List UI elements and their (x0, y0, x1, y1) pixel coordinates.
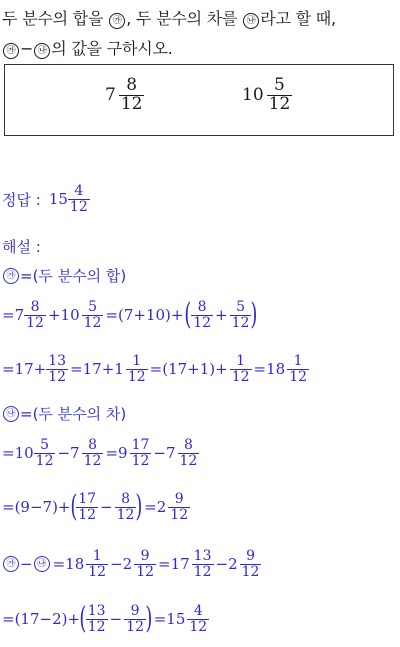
sum-title: =(두 분수의 합) (20, 267, 127, 285)
circle-ga-symbol: ㉮ (3, 43, 19, 59)
denominator: 12 (120, 93, 143, 114)
difference-step-2: =(9−7)+ ( $\frac{17}{12}$ − $\frac{8}{12}$ ) =2 $\frac{9}{12}$ (2, 489, 189, 525)
difference-title: =(두 분수의 차) (20, 405, 127, 423)
whole-part: 7 (105, 85, 116, 106)
sum-step-1: =7 $\frac{8}{12}$ +10 $\frac{5}{12}$ =(7+10)+ ( $\frac{8}{12}$ + $\frac{5}{12}$ ) (2, 297, 258, 333)
final-step-2: =(17−2)+ ( $\frac{13}{12}$ − $\frac{9}{12}$ ) =15 $\frac{4}{12}$ (2, 601, 208, 637)
question-line-2 (2, 34, 398, 64)
circle-ga-symbol: ㉮ (3, 268, 19, 284)
answer-whole: 15 (48, 190, 68, 209)
whole-part: 10 (242, 85, 264, 106)
fraction (119, 77, 145, 114)
answer-row (2, 184, 90, 214)
difference-step-1: =10 $\frac{5}{12}$ −7 $\frac{8}{12}$ =9 $\frac{17}{12}$ −7 $\frac{8}{12}$ (2, 437, 198, 469)
numerator: 8 (126, 75, 138, 95)
fraction (267, 77, 293, 114)
sum-step-2: =17+ $\frac{13}{12}$ =17+1 $\frac{1}{12}$ =(17+1)+ $\frac{1}{12}$ =18 $\frac{1}{12}$ (2, 353, 308, 385)
circle-ga-symbol: ㉮ (109, 13, 125, 29)
denominator: 12 (69, 198, 88, 215)
question-part: 두 분수의 합을 (2, 9, 104, 28)
denominator: 12 (268, 93, 291, 114)
numerator: 4 (74, 183, 84, 199)
mixed-number-b (242, 77, 292, 114)
sum-definition-row (2, 265, 126, 286)
circle-na-symbol: ㉯ (34, 556, 50, 572)
given-fractions-box (4, 64, 394, 136)
answer-label: 정답 : (2, 190, 41, 209)
question-part: , 두 분수의 차를 (126, 9, 238, 28)
circle-na-symbol: ㉯ (243, 13, 259, 29)
question-part: 라고 할 때, (260, 9, 336, 28)
mixed-number-a (105, 77, 144, 114)
question-text (2, 4, 398, 64)
question-part: 의 값을 구하시오. (51, 39, 173, 58)
circle-ga-symbol: ㉮ (3, 556, 19, 572)
circle-na-symbol: ㉯ (34, 43, 50, 59)
question-line-1 (2, 4, 398, 34)
answer-fraction (68, 184, 90, 214)
explanation-label: 해설 : (2, 238, 41, 256)
final-step-1: ㉮ − ㉯ =18 $\frac{1}{12}$ −2 $\frac{9}{12}$ =17 $\frac{13}{12}$ −2 $\frac{9}{12}$ (2, 549, 261, 579)
numerator: 5 (274, 75, 285, 95)
explanation-label-row (2, 236, 41, 257)
circle-na-symbol: ㉯ (3, 406, 19, 422)
minus-sign: − (20, 39, 34, 58)
difference-definition-row (2, 403, 126, 424)
